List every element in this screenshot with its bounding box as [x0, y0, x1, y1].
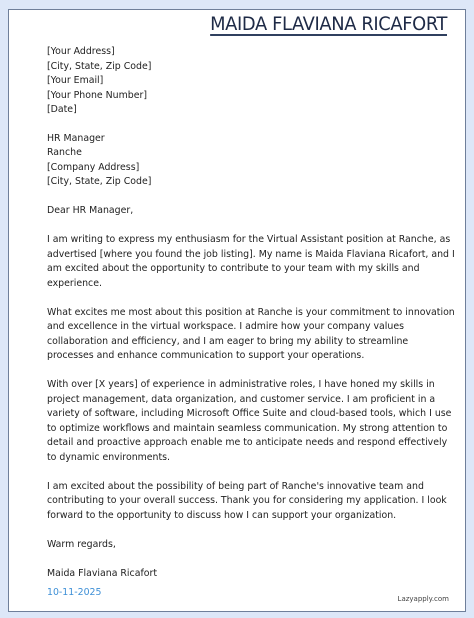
sender-email: [Your Email]: [47, 75, 104, 86]
salutation: Dear HR Manager,: [47, 205, 134, 216]
recipient-company: Ranche: [47, 147, 82, 158]
letter-body: [47, 45, 457, 601]
paragraph-4: I am excited about the possibility of being part of Ranche's innovative team and contributing to your overall success. Thank you for considering my application. I look forward to the opportunity to discuss how I can support your organization.: [47, 480, 447, 521]
paragraph-2: What excites me most about this position at Ranche is your commitment to innovation and excellence in the virtual workspace. I admire how your company values collaboration and efficiency, and I am eager to bring my ability to streamline processes and enhance communication to support your operations.: [47, 306, 455, 361]
signature: Maida Flaviana Ricafort: [47, 567, 158, 579]
letter-page: [8, 9, 466, 612]
recipient-block: [47, 132, 457, 190]
paragraph-1: I am writing to express my enthusiasm for the Virtual Assistant position at Ranche, as advertised [where you found the job listing]. My name is Maida Flaviana Ricafort, and I am excited about the opportunity to contribute to your team with my skills and experience.: [47, 234, 455, 289]
recipient-address: [Company Address]: [47, 161, 140, 173]
closing: Warm regards,: [47, 538, 116, 550]
sender-city-state-zip: [City, State, Zip Code]: [47, 60, 152, 72]
sender-date: [Date]: [47, 104, 77, 115]
signed-date: 10-11-2025: [47, 587, 102, 598]
paragraph-3: With over [X years] of experience in administrative roles, I have honed my skills in project management, data organization, and customer service. I am proficient in a variety of software, including Microsoft Office Suite and cloud-based tools, which I use to optimize workflows and maintain seamless communication. My strong attention to detail and proactive approach enable me to anticipate needs and respond effectively to dynamic environments.: [47, 379, 452, 463]
header-name: MAIDA FLAVIANA RICAFORT: [210, 13, 447, 35]
sender-block: [47, 45, 457, 118]
sender-phone: [Your Phone Number]: [47, 89, 147, 101]
recipient-city-state-zip: [City, State, Zip Code]: [47, 176, 152, 187]
footer-site: Lazyapply.com: [397, 595, 449, 603]
recipient-title: HR Manager: [47, 132, 105, 144]
sender-address: [Your Address]: [47, 46, 115, 57]
